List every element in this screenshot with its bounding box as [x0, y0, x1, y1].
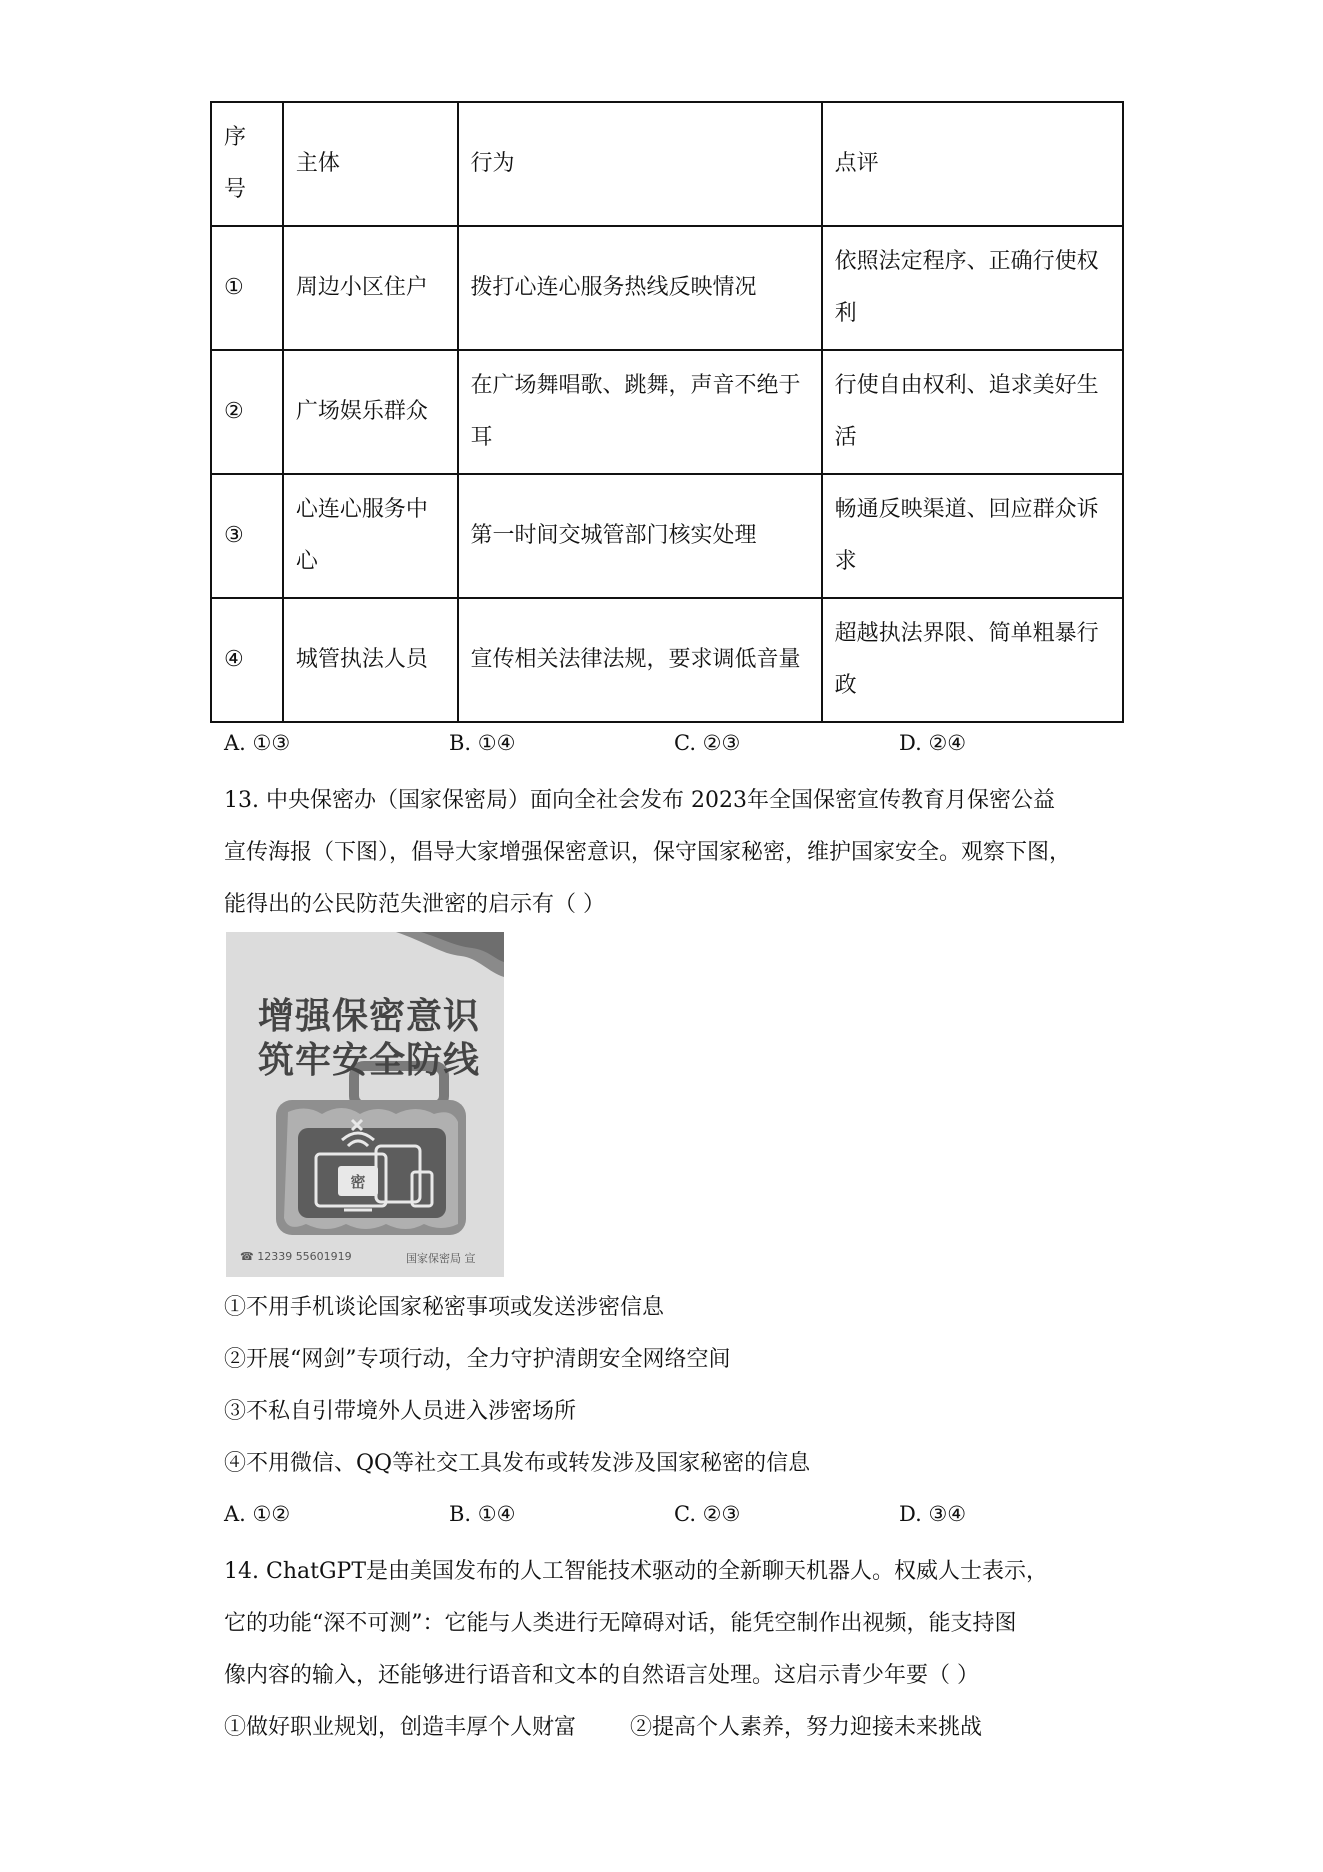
q14-stem [224, 1546, 1124, 1754]
row-behavior: 第一时间交城管部门核实处理 [458, 474, 822, 598]
option-a: A. ①② [224, 1502, 291, 1526]
table-row [211, 598, 1123, 722]
option-b: B. ①④ [449, 1502, 516, 1526]
q13-statements [224, 1282, 1124, 1490]
row-subject: 城管执法人员 [283, 598, 458, 722]
row-behavior: 拨打心连心服务热线反映情况 [458, 226, 822, 350]
q14-statement: ②提高个人素养，努力迎接未来挑战 [630, 1715, 983, 1740]
q14-statement: ①做好职业规划，创造丰厚个人财富 [224, 1715, 577, 1740]
header-behavior: 行为 [458, 102, 822, 226]
table-header-row [211, 102, 1123, 226]
poster-center-glyph: 密 [350, 1173, 366, 1191]
q13-stem-line: 13. 中央保密办（国家保密局）面向全社会发布 2023年全国保密宣传教育月保密公益 [224, 788, 1055, 813]
q12-options [224, 731, 1124, 771]
header-subject: 主体 [283, 102, 458, 226]
row-behavior: 在广场舞唱歌、跳舞，声音不绝于耳 [458, 350, 822, 474]
table-row [211, 226, 1123, 350]
option-c: C. ②③ [674, 1502, 741, 1526]
q14-stem-line: 像内容的输入，还能够进行语音和文本的自然语言处理。这启示青少年要（ ） [224, 1663, 979, 1688]
option-c: C. ②③ [674, 731, 741, 755]
poster-title-line2: 筑牢安全防线 [257, 1040, 480, 1081]
row-comment: 行使自由权利、追求美好生活 [822, 350, 1123, 474]
option-d: D. ③④ [899, 1502, 967, 1526]
q13-stem [224, 775, 1124, 931]
row-no: ① [211, 226, 283, 350]
q12-table [210, 101, 1124, 723]
q13-statement: ③不私自引带境外人员进入涉密场所 [224, 1399, 577, 1424]
q13-stem-line: 宣传海报（下图），倡导大家增强保密意识，保守国家秘密，维护国家安全。观察下图， [224, 840, 1072, 865]
row-subject: 心连心服务中心 [283, 474, 458, 598]
header-no: 序号 [211, 102, 283, 226]
row-subject: 广场娱乐群众 [283, 350, 458, 474]
q13-options [224, 1502, 1124, 1542]
row-comment: 畅通反映渠道、回应群众诉求 [822, 474, 1123, 598]
option-d: D. ②④ [899, 731, 967, 755]
row-no: ② [211, 350, 283, 474]
option-a: A. ①③ [224, 731, 291, 755]
row-subject: 周边小区住户 [283, 226, 458, 350]
row-comment: 超越执法界限、简单粗暴行政 [822, 598, 1123, 722]
q13-statement: ④不用微信、QQ等社交工具发布或转发涉及国家秘密的信息 [224, 1451, 811, 1476]
q14-stem-line: 它的功能“深不可测”：它能与人类进行无障碍对话，能凭空制作出视频，能支持图 [224, 1611, 1017, 1636]
row-no: ④ [211, 598, 283, 722]
poster-title-line1: 增强保密意识 [257, 996, 480, 1037]
q13-statement: ①不用手机谈论国家秘密事项或发送涉密信息 [224, 1295, 665, 1320]
poster-footer-issuer: 国家保密局 宣 [406, 1252, 476, 1265]
row-comment: 依照法定程序、正确行使权利 [822, 226, 1123, 350]
option-b: B. ①④ [449, 731, 516, 755]
q14-stem-line: 14. ChatGPT是由美国发布的人工智能技术驱动的全新聊天机器人。权威人士表示， [224, 1559, 1048, 1584]
poster-footer-hotline: ☎ 12339 55601919 [240, 1250, 352, 1263]
table-row [211, 474, 1123, 598]
row-no: ③ [211, 474, 283, 598]
poster-graphic [226, 932, 504, 1277]
q13-statement: ②开展“网剑”专项行动，全力守护清朗安全网络空间 [224, 1347, 731, 1372]
q13-stem-line: 能得出的公民防范失泄密的启示有（ ） [224, 892, 605, 917]
header-comment: 点评 [822, 102, 1123, 226]
row-behavior: 宣传相关法律法规，要求调低音量 [458, 598, 822, 722]
table-row [211, 350, 1123, 474]
q14-statements [224, 1702, 1124, 1754]
security-poster-image [226, 932, 504, 1277]
